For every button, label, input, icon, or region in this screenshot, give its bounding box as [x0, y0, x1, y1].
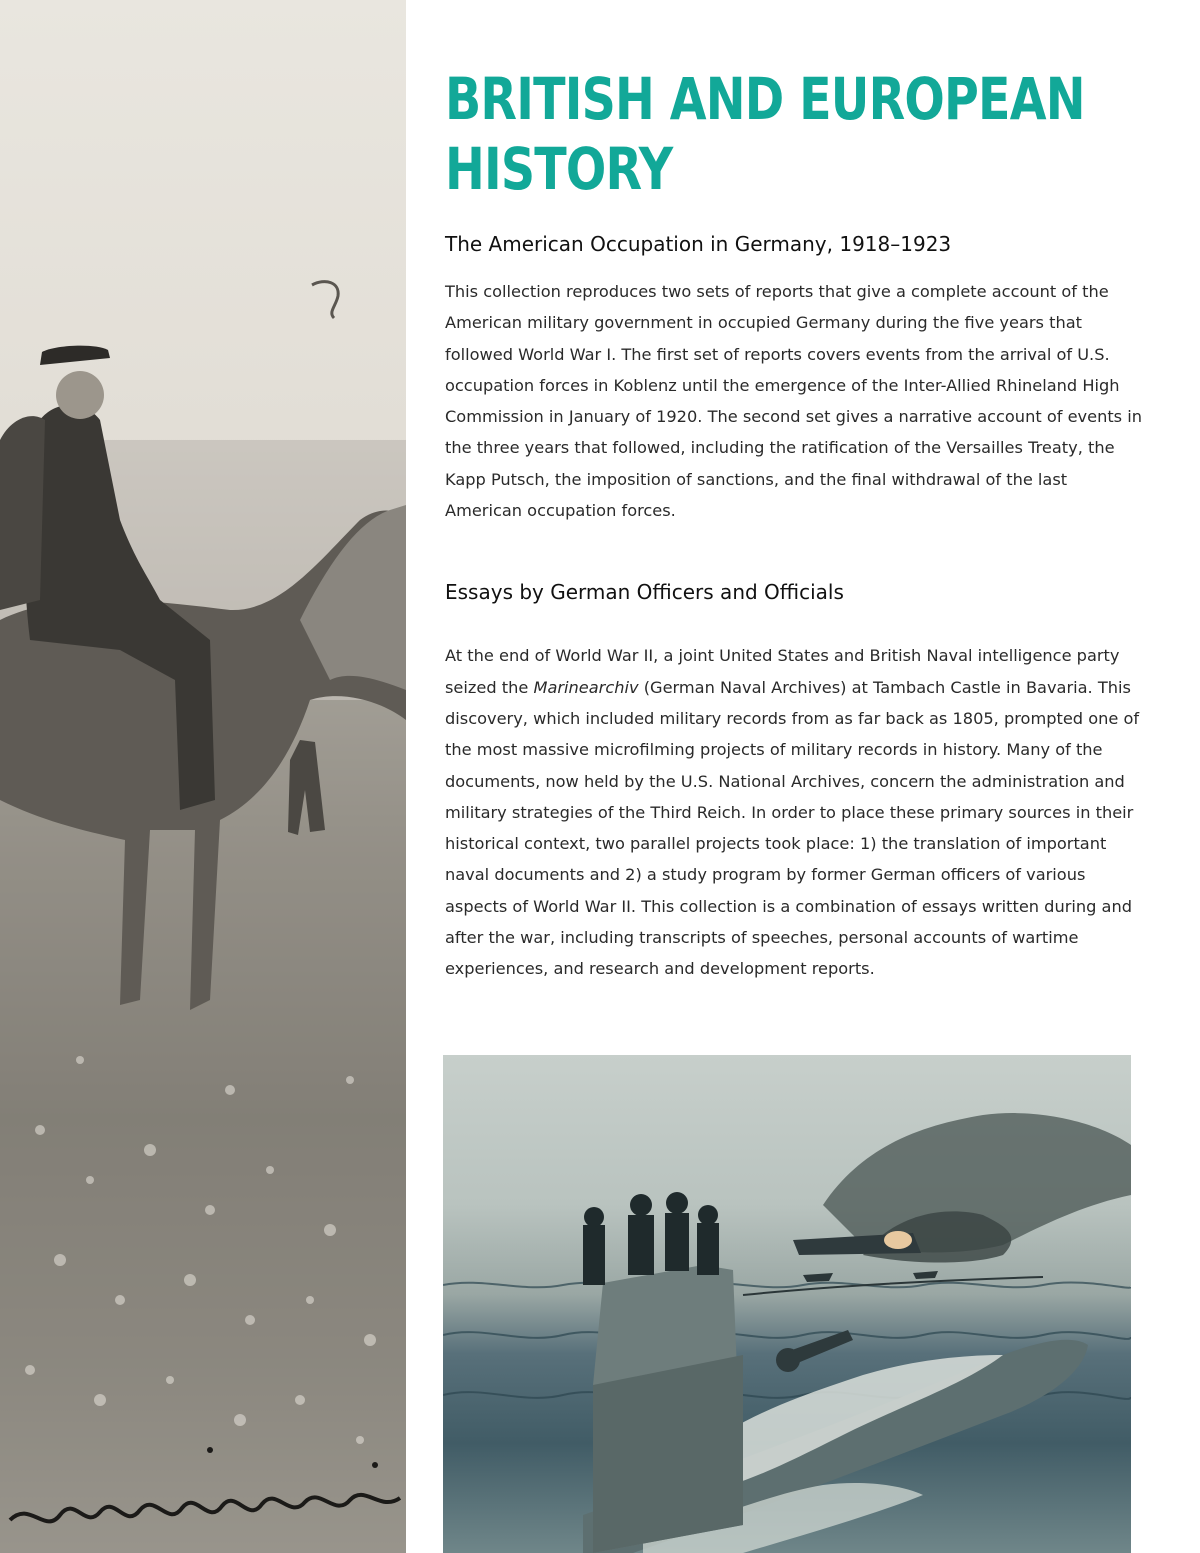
illustration-submarine-drawing: [443, 1055, 1131, 1553]
illustration-submarine: [443, 1055, 1131, 1553]
section-heading-german-officers: Essays by German Officers and Officials: [445, 580, 844, 605]
body-text-part: At the end of World War II, a joint United States and British Naval intelligence party seized the: [445, 646, 1120, 697]
section-body-american-occupation: This collection reproduces two sets of reports that give a complete account of the American military government in occupied Germany during the five years that followed World War I. The first set of reports covers events from the arrival of U.S. occupation forces in Koblenz until the emergence of the Inter-Allied Rhineland High Commission in January of 1920. The second set gives a narrative account of events in the three years that followed, including the ratification of the Versailles Treaty, the Kapp Putsch, the imposition of sanctions, and the final withdrawal of the last American occupation forces.: [445, 282, 1143, 521]
body-text-part: (German Naval Archives) at Tambach Castle in Bavaria. This discovery, which included military records from as far back as 1805, prompted one of the most massive microfilming projects of military records in history. Many of the documents, now held by the U.S. National Archives, concern the administration and military strategies of the Third Reich. In order to place these primary sources in their historical context, two parallel projects took place: 1) the translation of important naval documents and 2) a study program by former German officers of various aspects of World War II. This collection is a combination of essays written during and after the war, including transcripts of speeches, personal accounts of wartime experiences, and research and development reports.: [445, 677, 1140, 979]
body-text-italic: Marinearchiv: [533, 677, 639, 697]
photo-mounted-officers-drawing: [0, 0, 406, 1553]
photo-mounted-officers: [0, 0, 406, 1553]
main-content: [445, 64, 1145, 985]
section-heading-american-occupation: The American Occupation in Germany, 1918–1923: [445, 232, 952, 256]
section-body-german-officers: [445, 640, 1145, 984]
page-title: BRITISH AND EUROPEAN HISTORY: [445, 65, 1085, 203]
